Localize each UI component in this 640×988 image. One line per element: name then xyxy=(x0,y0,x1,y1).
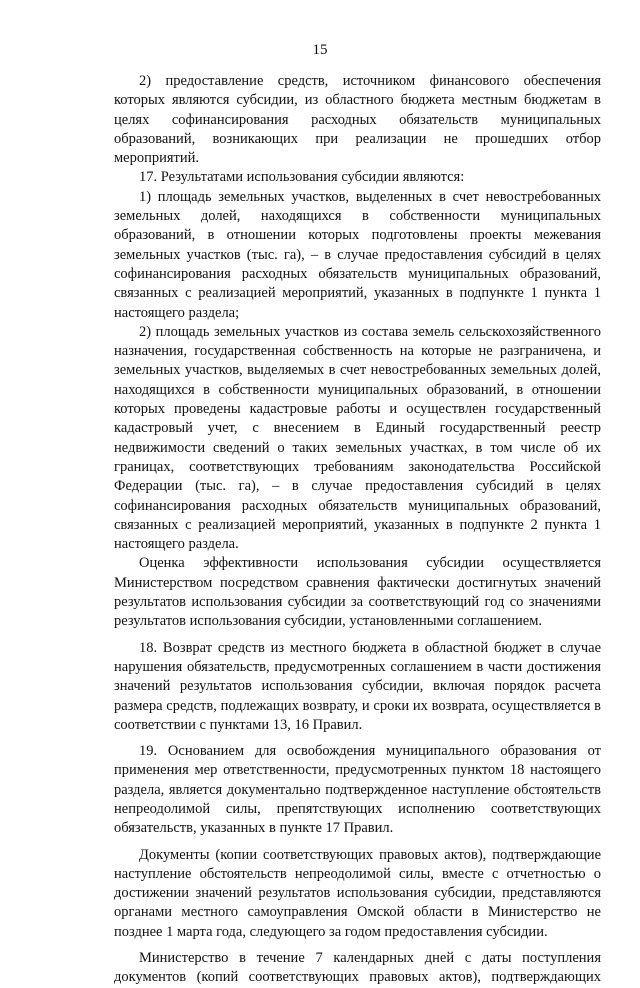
paragraph-result-2-land-area: 2) площадь земельных участков из состава земель сельскохозяйственного назначения, государственная собственность на которые не разграничена, и земельных участков, выделяемых в счет невостребованных земельных долей, находящихся в собственности муниципальных образований, в отношении которых проведены кадастровые работы и осуществлен государственный кадастровый учет, с внесением в Единый государственный реестр недвижимости сведений о таких земельных участках, в том числе об их границах, соответствующих требованиям законодательства Российской Федерации (тыс. га), – в случае предоставления субсидий в целях софинансирования расходных обязательств муниципальных образований, связанных с реализацией мероприятий, указанных в подпункте 2 пункта 1 настоящего раздела. xyxy=(114,323,601,553)
paragraph-efficiency-assessment: Оценка эффективности использования субсидии осуществляется Министерством посредством сравнения фактически достигнутых значений результатов использования субсидии за соответствующий год со значениями результатов использования субсидии, установленными соглашением. xyxy=(114,555,601,630)
paragraph-item-17-results: 17. Результатами использования субсидии являются: xyxy=(139,169,465,186)
paragraph-ministry-review: Министерство в течение 7 календарных дней с даты поступления документов (копий соответствующих правовых актов), подтверждающих xyxy=(114,950,601,986)
paragraph-result-1-land-area: 1) площадь земельных участков, выделенных в счет невостребованных земельных долей, находящихся в собственности муниципальных образований, в отношении которых подготовлены проекты межевания земельных участков (тыс. га), – в случае предоставления субсидий в целях софинансирования расходных обязательств муниципальных образований, связанных с реализацией мероприятий, указанных в подпункте 1 пункта 1 настоящего раздела; xyxy=(114,188,601,321)
paragraph-force-majeure-documents: Документы (копии соответствующих правовых актов), подтверждающие наступление обстоятельств непреодолимой силы, вместе с отчетностью о достижении значений результатов использования субсидии, представляются органами местного самоуправления Омской области в Министерство не позднее 1 марта года, следующего за годом предоставления субсидии. xyxy=(114,846,601,940)
paragraph-item-18-refund: 18. Возврат средств из местного бюджета в областной бюджет в случае нарушения обязательств, предусмотренных соглашением в части достижения значений результатов использования субсидии, включая порядок расчета размера средств, подлежащих возврату, и сроки их возврата, осуществляется в соответствии с пунктами 13, 16 Правил. xyxy=(114,639,601,733)
paragraph-subitem-2-funding: 2) предоставление средств, источником финансового обеспечения которых являются субсидии, из областного бюджета местным бюджетам в целях софинансирования расходных обязательств муниципальных образований, возникающих при реализации не прошедших отбор мероприятий. xyxy=(114,73,601,167)
document-body xyxy=(114,72,601,988)
page-number: 15 xyxy=(312,42,328,58)
paragraph-item-19-exemption: 19. Основанием для освобождения муниципального образования от применения мер ответственности, предусмотренных пунктом 18 настоящего раздела, является документально подтвержденное наступление обстоятельств непреодолимой силы, препятствующих исполнению соответствующих обязательств, указанных в пункте 17 Правил. xyxy=(114,743,601,837)
